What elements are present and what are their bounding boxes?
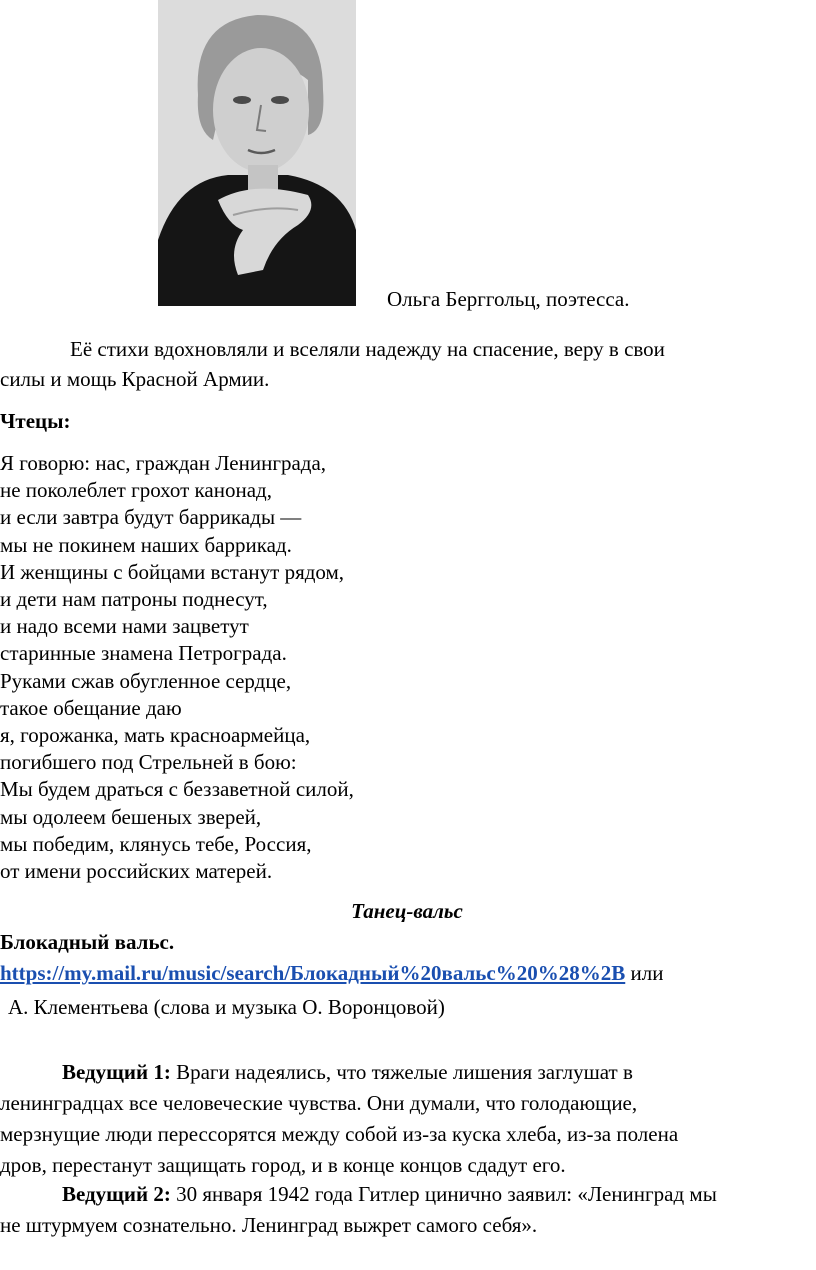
host1-text: Враги надеялись, что тяжелые лишения заглушат в <box>170 1060 633 1084</box>
author-line: А. Клементьева (слова и музыка О. Воронцовой) <box>8 995 445 1019</box>
intro-line-2: силы и мощь Красной Армии. <box>0 367 270 391</box>
poem-line: и дети нам патроны поднесут, <box>0 587 268 612</box>
poem-line: и если завтра будут баррикады — <box>0 505 302 530</box>
host1-line: дров, перестанут защищать город, и в конце концов сдадут его. <box>0 1153 566 1177</box>
host1-paragraph <box>0 1057 812 1181</box>
poem-line: мы победим, клянусь тебе, Россия, <box>0 831 312 856</box>
poem-line: Руками сжав обугленное сердце, <box>0 668 292 693</box>
link-suffix: или <box>625 961 664 985</box>
poem-line: не поколеблет грохот канонад, <box>0 478 272 503</box>
host1-line: мерзнущие люди перессорятся между собой из-за куска хлеба, из-за полена <box>0 1122 679 1146</box>
photo-caption: Ольга Берггольц, поэтесса. <box>387 287 630 311</box>
poem-line: Мы будем драться с беззаветной силой, <box>0 777 354 802</box>
poem-line: такое обещание даю <box>0 695 182 720</box>
host1-line: ленинградцах все человеческие чувства. Они думали, что голодающие, <box>0 1091 638 1115</box>
dance-title-text: Танец-вальс <box>351 899 463 923</box>
host2-text: 30 января 1942 года Гитлер цинично заявил: «Ленинград мы <box>170 1182 717 1206</box>
host1-label: Ведущий 1: <box>62 1060 171 1084</box>
poem-line: старинные знамена Петрограда. <box>0 641 287 666</box>
portrait-photo <box>158 0 356 306</box>
poem <box>0 450 354 885</box>
poem-line: погибшего под Стрельней в бою: <box>0 750 297 775</box>
poem-line: я, горожанка, мать красноармейца, <box>0 723 311 748</box>
poem-line: мы одолеем бешеных зверей, <box>0 804 262 829</box>
poem-line: и надо всеми нами зацветут <box>0 614 249 639</box>
host2-paragraph <box>0 1179 812 1241</box>
poem-line: мы не покинем наших баррикад. <box>0 532 292 557</box>
intro-paragraph <box>0 334 816 394</box>
portrait-icon <box>158 0 356 306</box>
host2-line-1 <box>0 1179 812 1210</box>
host1-line-1 <box>0 1057 812 1088</box>
poem-line: Я говорю: нас, граждан Ленинграда, <box>0 451 327 475</box>
host2-line: не штурмуем сознательно. Ленинград выжрет самого себя». <box>0 1213 538 1237</box>
dance-title <box>0 897 816 925</box>
waltz-title: Блокадный вальс. <box>0 930 175 954</box>
readers-heading: Чтецы: <box>0 409 71 433</box>
music-link-line <box>0 958 663 988</box>
music-link[interactable]: https://my.mail.ru/music/search/Блокадный%20вальс%20%28%2B <box>0 961 626 985</box>
poem-line: от имени российских матерей. <box>0 859 273 884</box>
host2-label: Ведущий 2: <box>62 1182 171 1206</box>
poem-line: И женщины с бойцами встанут рядом, <box>0 559 345 584</box>
intro-line-1: Её стихи вдохновляли и вселяли надежду на спасение, веру в свои <box>70 337 665 361</box>
